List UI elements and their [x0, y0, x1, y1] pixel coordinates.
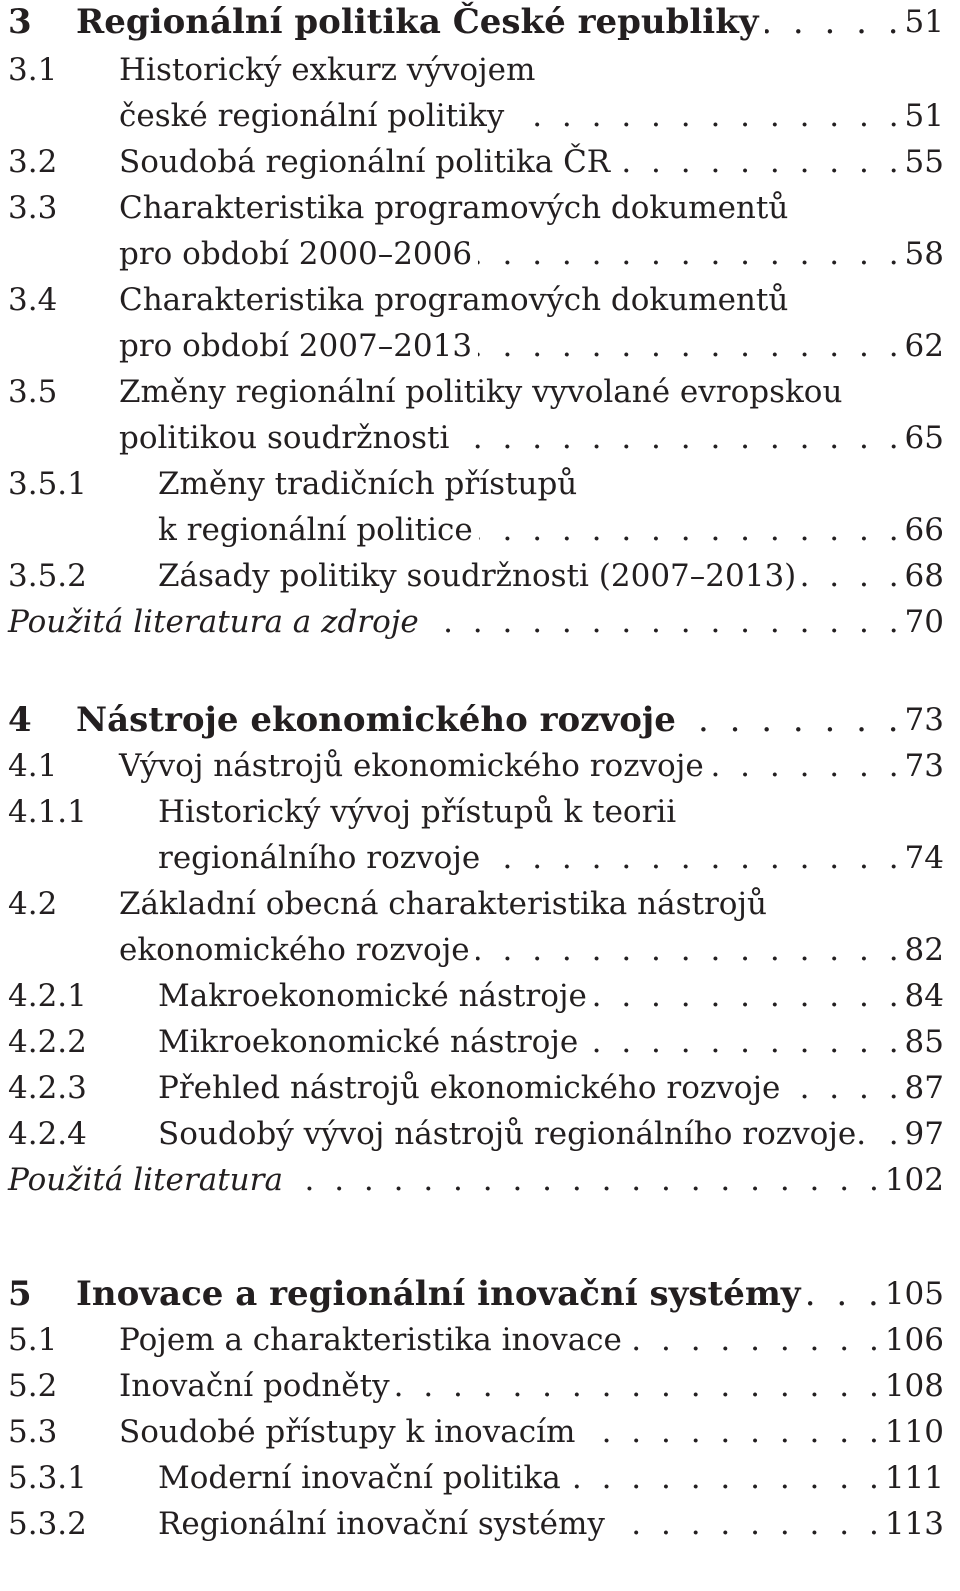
toc-entry-page-number: 74 — [904, 840, 944, 876]
toc-entry-number: 3.4 — [8, 282, 58, 318]
toc-leader-dots — [584, 1022, 898, 1062]
toc-entry-number: 4.1 — [8, 748, 58, 784]
toc-entry-title: Historický vývoj přístupů k teorii — [158, 794, 677, 830]
toc-leader-dots — [510, 96, 898, 136]
toc-entry-number: 3.5.1 — [8, 466, 87, 502]
toc-entry-number: 4.2.1 — [8, 978, 87, 1014]
toc-leader-dots — [802, 556, 898, 596]
toc-leader-dots — [710, 746, 899, 786]
toc-entry-number: 5.3.1 — [8, 1460, 87, 1496]
toc-entry-page-number: 82 — [904, 932, 944, 968]
toc-entry-page-number: 55 — [904, 144, 944, 180]
toc-leader-dots — [616, 142, 898, 182]
toc-leader-dots — [478, 234, 898, 274]
toc-entry-title: k regionální politice — [158, 512, 473, 548]
toc-entry-page-number: 51 — [904, 4, 944, 40]
toc-entry-title: Zásady politiky soudržnosti (2007–2013) — [158, 558, 797, 594]
toc-entry-number: 3.5 — [8, 374, 58, 410]
toc-entry-page-number: 108 — [884, 1368, 944, 1404]
toc-entry-number: 3.5.2 — [8, 558, 87, 594]
toc-entry-page-number: 51 — [904, 98, 944, 134]
toc-entry-page-number: 70 — [904, 604, 944, 640]
toc-entry-title: Vývoj nástrojů ekonomického rozvoje — [119, 748, 704, 784]
toc-entry-title: české regionální politiky — [119, 98, 505, 134]
toc-entry-title: ekonomického rozvoje — [119, 932, 470, 968]
toc-leader-dots — [807, 1274, 879, 1314]
toc-entry-title: Mikroekonomické nástroje — [158, 1024, 579, 1060]
toc-entry-page-number: 97 — [904, 1116, 944, 1152]
toc-leader-dots — [479, 510, 899, 550]
toc-entry-title: Soudobá regionální politika ČR — [119, 144, 611, 180]
toc-entry-title: Inovační podněty — [119, 1368, 390, 1404]
toc-leader-dots — [765, 2, 899, 42]
toc-entry-page-number: 68 — [904, 558, 944, 594]
toc-entry-title: Charakteristika programových dokumentů — [119, 190, 789, 226]
toc-entry-page-number: 84 — [904, 978, 944, 1014]
toc-entry-title: Změny tradičních přístupů — [158, 466, 578, 502]
toc-entry-title: Změny regionální politiky vyvolané evropskou — [119, 374, 843, 410]
toc-leader-dots — [628, 1320, 879, 1360]
toc-entry-title: Regionální inovační systémy — [158, 1506, 605, 1542]
toc-entry-title: Pojem a charakteristika inovace — [119, 1322, 622, 1358]
toc-leader-dots — [593, 976, 899, 1016]
toc-entry-page-number: 111 — [884, 1460, 944, 1496]
toc-leader-dots — [682, 700, 899, 740]
toc-leader-dots — [581, 1412, 878, 1452]
toc-entry-page-number: 58 — [904, 236, 944, 272]
toc-entry-page-number: 85 — [904, 1024, 944, 1060]
toc-entry-title: politikou soudržnosti — [119, 420, 450, 456]
toc-entry-number: 4.2 — [8, 886, 58, 922]
toc-entry-title: Nástroje ekonomického rozvoje — [76, 700, 676, 740]
toc-entry-title: Makroekonomické nástroje — [158, 978, 587, 1014]
toc-leader-dots — [455, 418, 898, 458]
toc-entry-number: 4.2.3 — [8, 1070, 87, 1106]
toc-leader-dots — [425, 602, 899, 642]
toc-entry-number: 3.1 — [8, 52, 58, 88]
toc-entry-number: 5 — [8, 1274, 32, 1314]
toc-entry-number: 5.3 — [8, 1414, 58, 1450]
toc-leader-dots — [478, 326, 898, 366]
toc-entry-number: 4 — [8, 700, 32, 740]
toc-entry-title: Inovace a regionální inovační systémy — [76, 1274, 801, 1314]
toc-leader-dots — [289, 1160, 879, 1200]
toc-entry-page-number: 66 — [904, 512, 944, 548]
toc-leader-dots — [476, 930, 899, 970]
toc-entry-page-number: 73 — [904, 702, 944, 738]
toc-entry-title: pro období 2007–2013 — [119, 328, 473, 364]
toc-entry-title: Soudobý vývoj nástrojů regionálního rozvoje. — [158, 1116, 867, 1152]
toc-entry-number: 3 — [8, 2, 32, 42]
toc-entry-title: Regionální politika České republiky — [76, 2, 759, 42]
toc-leader-dots — [611, 1504, 879, 1544]
toc-entry-title: Soudobé přístupy k inovacím — [119, 1414, 576, 1450]
toc-entry-title: Použitá literatura — [8, 1162, 283, 1198]
toc-entry-title: regionálního rozvoje — [158, 840, 481, 876]
toc-entry-title: Historický exkurz vývojem — [119, 52, 536, 88]
toc-entry-number: 5.1 — [8, 1322, 58, 1358]
toc-entry-page-number: 87 — [904, 1070, 944, 1106]
toc-entry-page-number: 113 — [884, 1506, 944, 1542]
toc-leader-dots — [486, 838, 898, 878]
toc-entry-number: 5.3.2 — [8, 1506, 87, 1542]
toc-entry-title: Charakteristika programových dokumentů — [119, 282, 789, 318]
toc-entry-page-number: 106 — [884, 1322, 944, 1358]
toc-entry-page-number: 73 — [904, 748, 944, 784]
toc-entry-title: pro období 2000–2006 — [119, 236, 473, 272]
toc-entry-page-number: 102 — [884, 1162, 944, 1198]
toc-entry-page-number: 65 — [904, 420, 944, 456]
toc-entry-page-number: 62 — [904, 328, 944, 364]
toc-entry-title: Přehled nástrojů ekonomického rozvoje — [158, 1070, 781, 1106]
toc-entry-title: Moderní inovační politika — [158, 1460, 561, 1496]
toc-entry-number: 4.2.4 — [8, 1116, 87, 1152]
toc-entry-page-number: 110 — [884, 1414, 944, 1450]
toc-entry-number: 3.2 — [8, 144, 58, 180]
toc-leader-dots — [786, 1068, 898, 1108]
toc-leader-dots — [396, 1366, 879, 1406]
toc-leader-dots — [567, 1458, 879, 1498]
toc-leader-dots — [872, 1114, 898, 1154]
toc-entry-page-number: 105 — [884, 1276, 944, 1312]
toc-entry-number: 4.2.2 — [8, 1024, 87, 1060]
toc-entry-number: 5.2 — [8, 1368, 58, 1404]
toc-entry-title: Základní obecná charakteristika nástrojů — [119, 886, 768, 922]
toc-entry-title: Použitá literatura a zdroje — [8, 604, 419, 640]
toc-entry-number: 4.1.1 — [8, 794, 87, 830]
toc-entry-number: 3.3 — [8, 190, 58, 226]
